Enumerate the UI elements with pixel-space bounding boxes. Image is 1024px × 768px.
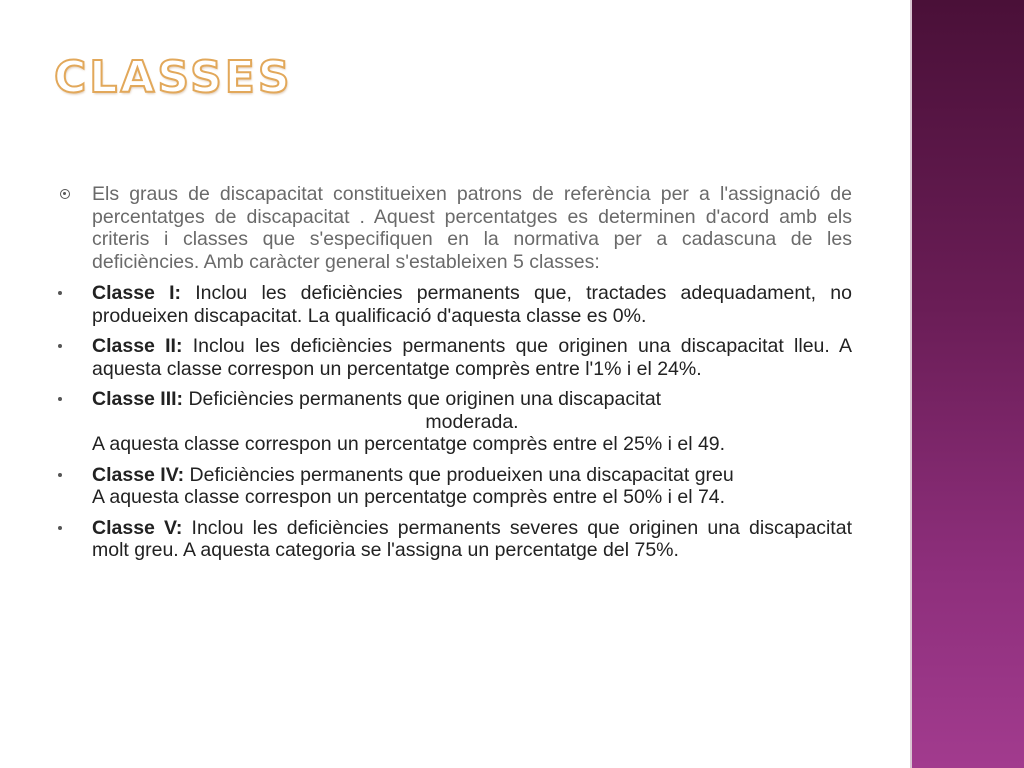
intro-paragraph — [56, 183, 852, 273]
bullet-list — [56, 183, 852, 570]
class-label: Classe II: — [92, 335, 183, 357]
class-item-3 — [56, 388, 852, 456]
dot-bullet-icon — [58, 526, 62, 530]
class-label: Classe IV: — [92, 463, 185, 486]
class-label: Classe V: — [92, 516, 183, 539]
class-text-line2: moderada. — [425, 410, 519, 433]
class-text: Inclou les deficiències permanents que, tractades adequadament, no produeixen discapacitat. La qualificació d'aquesta classe es 0%. — [92, 282, 852, 327]
class-text-line3: A aquesta classe correspon un percentatge comprès entre el 25% i el 49. — [92, 433, 726, 455]
class-text: Deficiències permanents que originen una discapacitat — [183, 388, 662, 410]
circle-bullet-icon — [60, 189, 70, 199]
dot-bullet-icon — [58, 291, 62, 295]
dot-bullet-icon — [58, 473, 62, 477]
intro-text: Els graus de discapacitat constitueixen patrons de referència per a l'assignació de percentatges de discapacitat . Aquest percentatges es determinen d'acord amb els criteris i classes que s'especifiquen en la normativa per a cadascuna de les deficiències. Amb caràcter general s'estableixen 5 classes: — [92, 183, 852, 273]
class-item-4 — [56, 464, 852, 509]
class-text-line2: A aquesta classe correspon un percentatge comprès entre el 50% i el 74. — [92, 486, 726, 508]
class-item-5 — [56, 517, 852, 562]
slide-title: CLASSES — [54, 52, 293, 103]
class-label: Classe III: — [92, 388, 184, 410]
class-item-2 — [56, 335, 852, 380]
class-item-1 — [56, 282, 852, 327]
class-text: Deficiències permanents que produeixen una discapacitat greu — [184, 463, 734, 486]
class-text: Inclou les deficiències permanents severes que originen una discapacitat molt greu. A aquesta categoria se l'assigna un percentatge del 75%. — [92, 516, 852, 561]
decorative-sidebar — [912, 0, 1024, 768]
dot-bullet-icon — [58, 397, 62, 401]
class-text: Inclou les deficiències permanents que originen una discapacitat lleu. A aquesta classe correspon un percentatge comprès entre l'1% i el 24%. — [92, 335, 852, 380]
dot-bullet-icon — [58, 344, 62, 348]
class-label: Classe I: — [92, 282, 182, 304]
